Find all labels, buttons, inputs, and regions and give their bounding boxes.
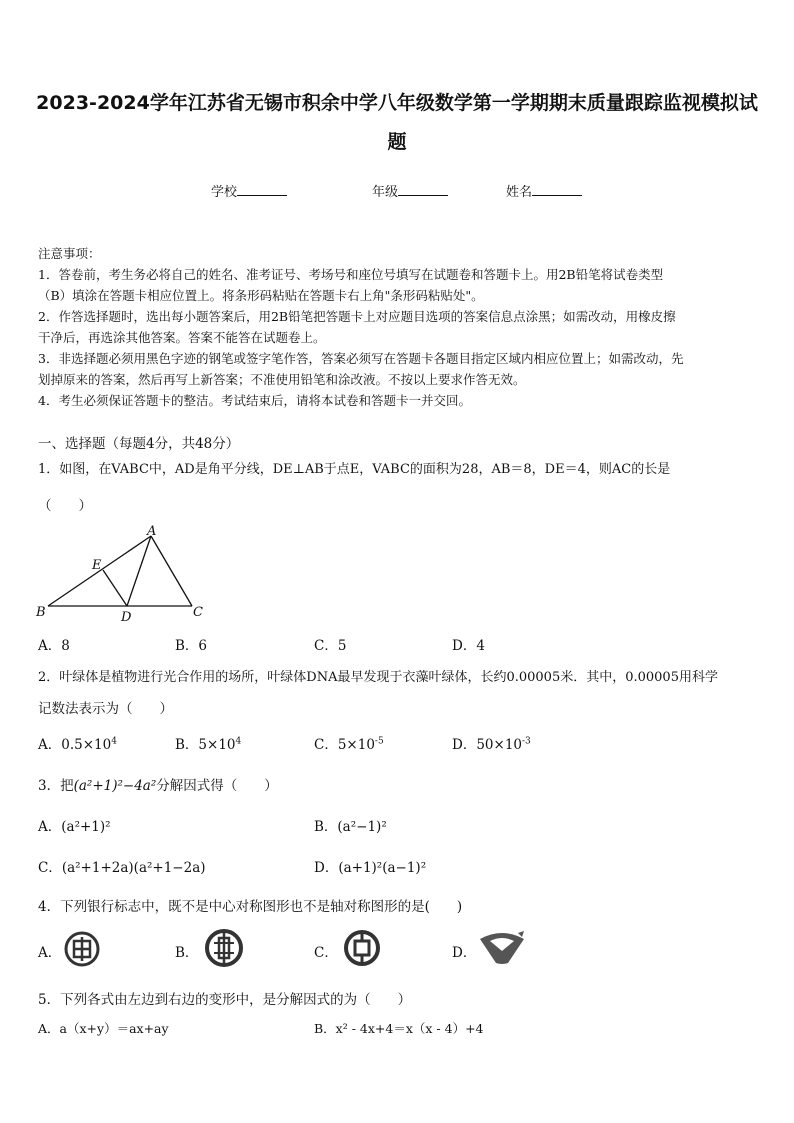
name-field [506,181,582,200]
q3-option-b: B．(a²−1)² [314,819,387,835]
q3-option-a: A．(a²+1)² [38,819,111,835]
notice-line: 4．考生必须保证答题卡的整洁。考试结束后，请将本试卷和答题卡一并交回。 [38,393,471,408]
q3-stem: 3．把(a²+1)²−4a²分解因式得（ ） [38,778,278,794]
notice-line: 3．非选择题必须用黑色字迹的钢笔或签字笔作答，答案必须写在答题卡各题目指定区域内相应位置上；如需改动，先 [38,351,684,366]
q4-stem: 4．下列银行标志中，既不是中心对称图形也不是轴对称图形的是( ) [38,899,463,915]
bank-logo-d-icon [478,929,526,967]
label-A: A [147,524,157,539]
notice-heading: 注意事项： [38,246,101,261]
notice-block [38,243,758,411]
q3-expression: (a²+1)²−4a² [73,778,157,794]
q5-option-a: A．a（x+y）＝ax+ay [38,1021,169,1036]
notice-line: （B）填涂在答题卡相应位置上。将条形码粘贴在答题卡右上角"条形码粘贴处"。 [38,288,484,303]
school-label: 学校 [211,185,238,200]
q3-option-c: C．(a²+1+2a)(a²+1−2a) [38,860,206,876]
bank-logo-b-icon [203,927,245,969]
notice-line: 1．答卷前，考生务必将自己的姓名、准考证号、考场号和座位号填写在试题卷和答题卡上。用2B铅笔将试卷类型 [38,267,664,282]
q1-option-a: A．8 [38,638,70,654]
bank-logo-a-icon [62,929,102,969]
name-blank [532,183,582,196]
section-heading: 一、选择题（每题4分，共48分） [38,436,240,452]
q2-option-a: A．$0.5\times 10^4$ [38,736,117,753]
notice-line: 干净后，再选涂其他答案。答案不能答在试题卷上。 [38,330,326,345]
q2-option-b: B．$5\times 10^4$ [175,736,242,753]
page-title-line1: 2023-2024学年江苏省无锡市积余中学八年级数学第一学期期末质量跟踪监视模拟试 [36,92,758,114]
notice-line: 划掉原来的答案，然后再写上新答案；不准使用铅笔和涂改液。不按以上要求作答无效。 [38,372,526,387]
grade-field [372,181,448,200]
bank-logo-c-icon [342,928,382,968]
q4-option-c-label: C． [314,945,338,961]
q2-option-c: C．$5\times 10^{-5}$ [314,736,384,753]
q1-stem: 1．如图，在VABC中，AD是角平分线，DE⊥AB于点E，VABC的面积为28，AB＝8，DE＝4，则AC的长是 [38,462,671,477]
label-B: B [36,605,46,620]
q4-option-d-label: D． [452,945,477,961]
grade-blank [398,183,448,196]
label-D: D [121,610,132,625]
q4-option-b-label: B． [175,945,199,961]
q1-option-c: C．5 [314,638,347,654]
school-field [211,181,287,200]
school-blank [237,183,287,196]
q4-option-a-label: A． [38,945,62,961]
notice-line: 2．作答选择题时，选出每小题答案后，用2B铅笔把答题卡上对应题目选项的答案信息点涂黑；如需改动，用橡皮擦 [38,309,676,324]
label-E: E [92,558,102,573]
q1-option-d: D．4 [452,638,485,654]
grade-label: 年级 [372,185,399,200]
q5-stem: 5．下列各式由左边到右边的变形中，是分解因式的为（ ） [38,992,412,1008]
q3-option-d: D．(a+1)²(a−1)² [314,860,427,876]
label-C: C [193,605,203,620]
q2-option-d: D．$50\times 10^{-3}$ [452,736,531,753]
q1-option-b: B．6 [175,638,208,654]
triangle-figure [30,520,220,630]
q1-stem-paren: （ ） [38,498,92,514]
page-title-line2: 题 [387,131,407,153]
q2-stem-2: 记数法表示为（ ） [38,701,173,717]
q5-option-b: B．x² - 4x+4＝x（x - 4）+4 [314,1021,484,1036]
name-label: 姓名 [506,185,533,200]
q2-stem: 2．叶绿体是植物进行光合作用的场所，叶绿体DNA最早发现于衣藻叶绿体，长约0.00005米．其中，0.00005用科学 [38,670,718,685]
